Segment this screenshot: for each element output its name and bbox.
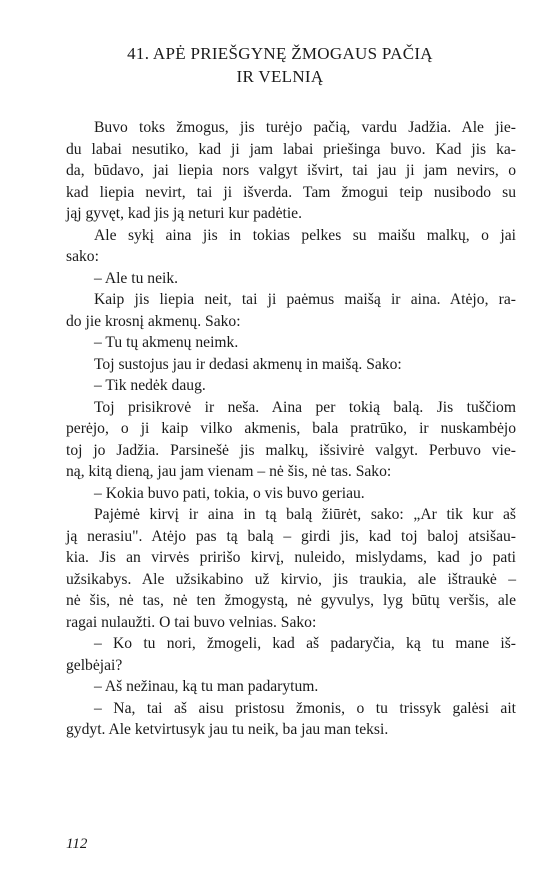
text-line: du labai nesutiko, kad ji jam labai priešinga buvo. Kad jis ka-: [66, 140, 516, 158]
text-line: ną, kitą dieną, jau jam vienam – nė šis, nė tas. Sako:: [66, 463, 392, 480]
text-line: Ale sykį aina jis in tokias pelkes su maišu malkų, o jai: [94, 226, 516, 244]
chapter-title-line-1: 41. APĖ PRIEŠGYNĘ ŽMOGAUS PAČIĄ: [127, 44, 433, 63]
text-line: do jie krosnį akmenų. Sako:: [66, 312, 241, 330]
text-line: Kaip jis liepia neit, tai ji paėmus maišą ir aina. Atėjo, ra-: [94, 291, 516, 308]
dialogue-line: – Na, tai aš aisu pristosu žmonis, o tu trissyk galėsi ait: [94, 699, 516, 717]
dialogue-line: – Ko tu nori, žmogeli, kad aš padaryčia, ką tu mane iš-: [94, 635, 516, 652]
text-line: kad liepia nevirt, tai ji išverda. Tam žmogui teip nusibodo su: [66, 183, 516, 201]
text-line: perėjo, o ji kaip vilko akmenis, bala pratrūko, ir nuskambėjo: [66, 420, 516, 437]
text-line: ją nerasiu". Atėjo pas tą balą – girdi jis, kad toj baloj atsišau-: [66, 527, 516, 545]
dialogue-line: – Kokia buvo pati, tokia, o vis buvo geriau.: [94, 484, 365, 502]
text-line: toj jo Jadžia. Parsinešė jis malkų, išsivirė valgyt. Perbuvo vie-: [66, 441, 516, 459]
dialogue-line: – Aš nežinau, ką tu man padarytum.: [94, 678, 319, 695]
text-line: ragai nulaužti. O tai buvo velnias. Sako:: [66, 613, 317, 631]
text-line: jąj gyvęt, kad jis ją neturi kur padėtie.: [66, 205, 303, 222]
text-line: kia. Jis an virvės pririšo kirvį, nuleido, mislydams, kad jo pati: [66, 549, 516, 566]
text-line: Toj prisikrovė ir neša. Aina per tokią balą. Jis tuščiom: [94, 398, 516, 416]
dialogue-line: – Tik nedėk daug.: [94, 377, 206, 394]
text-line: Buvo toks žmogus, jis turėjo pačią, vardu Jadžia. Ale jie-: [94, 119, 516, 136]
text-line: da, būdavo, jai liepia nors valgyt išvirt, tai jau ji jam nevirs, o: [66, 162, 516, 179]
chapter-title-line-2: IR VELNIĄ: [236, 67, 324, 86]
text-line: gelbėjai?: [66, 656, 123, 674]
text-line: Toj sustojus jau ir dedasi akmenų in maišą. Sako:: [94, 355, 402, 373]
text-line: Pajėmė kirvį ir aina in tą balą žiūrėt, sako: „Ar tik kur aš: [94, 506, 516, 523]
dialogue-line: – Ale tu neik.: [94, 269, 179, 287]
story-text: [66, 117, 516, 741]
dialogue-line: – Tu tų akmenų neimk.: [94, 334, 239, 351]
text-line: nė šis, nė tas, nė ten žmogystą, nė gyvulys, lyg būtų veršis, ale: [66, 592, 516, 609]
text-line: užsikabys. Ale užsikabino už kirvio, jis traukia, ale ištraukė –: [66, 570, 516, 588]
page-number: 112: [66, 836, 88, 852]
text-line: gydyt. Ale ketvirtusyk jau tu neik, ba jau man teksi.: [66, 721, 389, 738]
text-line: sako:: [66, 248, 99, 265]
